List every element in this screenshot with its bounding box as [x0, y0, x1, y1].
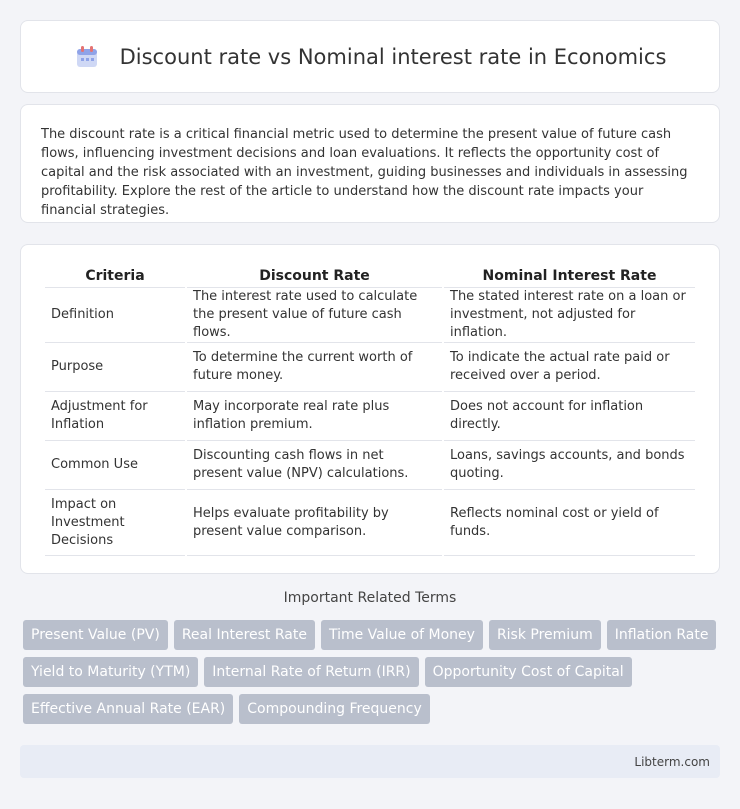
intro-card	[20, 104, 720, 223]
calendar-icon	[74, 44, 100, 70]
header-card	[20, 20, 720, 93]
table-row	[45, 392, 695, 441]
table-cell: Adjustment for Inflation	[45, 392, 185, 441]
table-cell: The interest rate used to calculate the present value of future cash flows.	[187, 288, 442, 343]
table-cell: May incorporate real rate plus inflation premium.	[187, 392, 442, 441]
comparison-table	[43, 265, 697, 556]
table-cell: Purpose	[45, 343, 185, 392]
page-title: Discount rate vs Nominal interest rate in Economics	[119, 44, 667, 69]
term-tag[interactable]: Effective Annual Rate (EAR)	[23, 694, 233, 724]
table-cell: Definition	[45, 288, 185, 343]
term-tag[interactable]: Opportunity Cost of Capital	[425, 657, 632, 687]
table-cell: To indicate the actual rate paid or received over a period.	[444, 343, 695, 392]
term-tag[interactable]: Compounding Frequency	[239, 694, 430, 724]
table-row	[45, 441, 695, 490]
column-header: Criteria	[45, 265, 185, 288]
table-row	[45, 490, 695, 556]
footer	[20, 745, 720, 778]
term-tag[interactable]: Present Value (PV)	[23, 620, 168, 650]
term-tag[interactable]: Inflation Rate	[607, 620, 717, 650]
table-cell: Common Use	[45, 441, 185, 490]
footer-link[interactable]: Libterm.com	[634, 754, 710, 769]
column-header: Discount Rate	[187, 265, 442, 288]
table-cell: Loans, savings accounts, and bonds quoting.	[444, 441, 695, 490]
table-cell: Discounting cash flows in net present value (NPV) calculations.	[187, 441, 442, 490]
term-tag[interactable]: Risk Premium	[489, 620, 601, 650]
table-cell: To determine the current worth of future money.	[187, 343, 442, 392]
table-cell: Impact on Investment Decisions	[45, 490, 185, 556]
comparison-card	[20, 244, 720, 574]
related-terms-title: Important Related Terms	[283, 590, 457, 606]
term-tag[interactable]: Real Interest Rate	[174, 620, 315, 650]
column-header: Nominal Interest Rate	[444, 265, 695, 288]
table-cell: Reflects nominal cost or yield of funds.	[444, 490, 695, 556]
table-cell: Does not account for inflation directly.	[444, 392, 695, 441]
term-tag[interactable]: Internal Rate of Return (IRR)	[204, 657, 418, 687]
table-cell: The stated interest rate on a loan or investment, not adjusted for inflation.	[444, 288, 695, 343]
term-tag[interactable]: Time Value of Money	[321, 620, 483, 650]
table-row	[45, 288, 695, 343]
table-row	[45, 343, 695, 392]
intro-text: The discount rate is a critical financial metric used to determine the present value of future cash flows, influencing investment decisions and loan evaluations. It reflects the opportunity cost of capital and the risk associated with an investment, guiding businesses and individuals in assessing profitability. Explore the rest of the article to understand how the discount rate impacts your financial strategies.	[41, 127, 688, 218]
table-cell: Helps evaluate profitability by present value comparison.	[187, 490, 442, 556]
term-tag[interactable]: Yield to Maturity (YTM)	[23, 657, 198, 687]
related-terms-list	[20, 620, 720, 724]
related-terms-section	[20, 590, 720, 724]
